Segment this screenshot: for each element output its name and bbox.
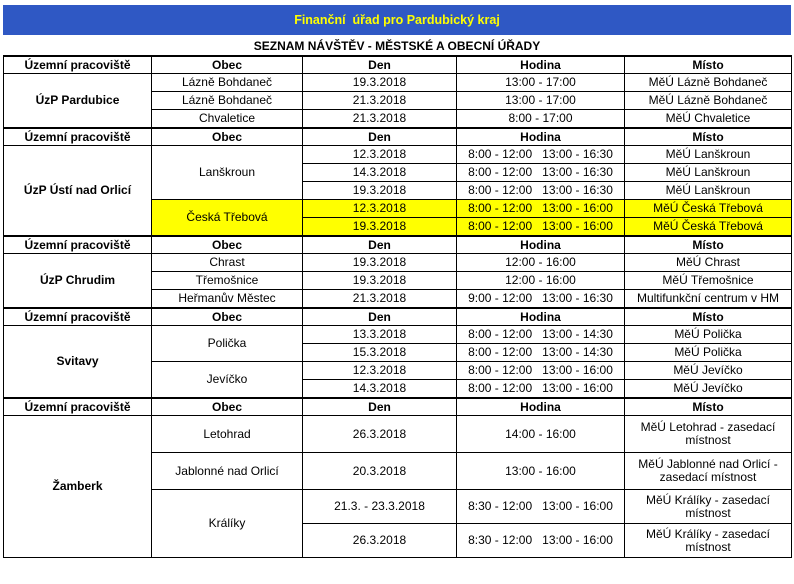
town-cell: Třemošnice (152, 272, 303, 290)
column-header-day: Den (303, 308, 457, 326)
town-cell: Polička (152, 326, 303, 362)
day-cell: 19.3.2018 (303, 272, 457, 290)
hours-cell: 8:00 - 12:00 13:00 - 14:30 (457, 326, 625, 344)
table-header-row (4, 308, 792, 326)
day-cell: 12.3.2018 (303, 362, 457, 380)
column-header-place: Místo (625, 398, 792, 416)
day-cell: 12.3.2018 (303, 146, 457, 164)
hours-cell: 8:30 - 12:00 13:00 - 16:00 (457, 490, 625, 524)
place-cell: MěÚ Česká Třebová (625, 218, 792, 237)
place-cell: MěÚ Jevíčko (625, 362, 792, 380)
hours-cell: 8:00 - 12:00 13:00 - 14:30 (457, 344, 625, 362)
day-cell: 12.3.2018 (303, 200, 457, 218)
place-cell: MěÚ Lázně Bohdaneč (625, 74, 792, 92)
day-cell: 19.3.2018 (303, 182, 457, 200)
hours-cell: 8:00 - 12:00 13:00 - 16:30 (457, 182, 625, 200)
table-row (4, 326, 792, 344)
table-row (4, 74, 792, 92)
office-cell: ÚzP Chrudim (4, 254, 152, 309)
town-cell: Jevíčko (152, 362, 303, 399)
place-cell: MěÚ Česká Třebová (625, 200, 792, 218)
day-cell: 19.3.2018 (303, 74, 457, 92)
day-cell: 26.3.2018 (303, 524, 457, 558)
hours-cell: 8:00 - 12:00 13:00 - 16:00 (457, 200, 625, 218)
column-header-town: Obec (152, 56, 303, 74)
hours-cell: 8:00 - 12:00 13:00 - 16:30 (457, 146, 625, 164)
day-cell: 14.3.2018 (303, 380, 457, 399)
hours-cell: 14:00 - 16:00 (457, 416, 625, 453)
column-header-hours: Hodina (457, 56, 625, 74)
table-row (4, 416, 792, 453)
town-cell: Česká Třebová (152, 200, 303, 237)
column-header-town: Obec (152, 308, 303, 326)
table-row (4, 254, 792, 272)
place-cell: MěÚ Jevíčko (625, 380, 792, 399)
column-header-office: Územní pracoviště (4, 128, 152, 146)
visits-table-body (4, 56, 792, 558)
place-cell: MěÚ Polička (625, 326, 792, 344)
day-cell: 21.3.2018 (303, 290, 457, 309)
day-cell: 21.3.2018 (303, 110, 457, 129)
hours-cell: 8:30 - 12:00 13:00 - 16:00 (457, 524, 625, 558)
town-cell: Jablonné nad Orlicí (152, 453, 303, 490)
town-cell: Lázně Bohdaneč (152, 92, 303, 110)
day-cell: 21.3.2018 (303, 92, 457, 110)
column-header-place: Místo (625, 236, 792, 254)
column-header-office: Územní pracoviště (4, 308, 152, 326)
column-header-place: Místo (625, 128, 792, 146)
visits-table (3, 55, 792, 558)
table-header-row (4, 56, 792, 74)
day-cell: 14.3.2018 (303, 164, 457, 182)
town-cell: Lázně Bohdaneč (152, 74, 303, 92)
column-header-hours: Hodina (457, 398, 625, 416)
day-cell: 15.3.2018 (303, 344, 457, 362)
town-cell: Chvaletice (152, 110, 303, 129)
table-header-row (4, 398, 792, 416)
day-cell: 20.3.2018 (303, 453, 457, 490)
place-cell: MěÚ Králíky - zasedací místnost (625, 524, 792, 558)
office-cell: ÚzP Pardubice (4, 74, 152, 129)
place-cell: MěÚ Lanškroun (625, 164, 792, 182)
column-header-day: Den (303, 56, 457, 74)
place-cell: MěÚ Lanškroun (625, 182, 792, 200)
place-cell: MěÚ Polička (625, 344, 792, 362)
day-cell: 19.3.2018 (303, 218, 457, 237)
place-cell: MěÚ Králíky - zasedací místnost (625, 490, 792, 524)
table-header-row (4, 236, 792, 254)
column-header-hours: Hodina (457, 308, 625, 326)
hours-cell: 8:00 - 12:00 13:00 - 16:00 (457, 218, 625, 237)
town-cell: Králíky (152, 490, 303, 558)
hours-cell: 12:00 - 16:00 (457, 272, 625, 290)
hours-cell: 8:00 - 12:00 13:00 - 16:30 (457, 164, 625, 182)
column-header-office: Územní pracoviště (4, 56, 152, 74)
place-cell: MěÚ Třemošnice (625, 272, 792, 290)
hours-cell: 13:00 - 17:00 (457, 74, 625, 92)
hours-cell: 8:00 - 17:00 (457, 110, 625, 129)
column-header-office: Územní pracoviště (4, 398, 152, 416)
place-cell: MěÚ Jablonné nad Orlicí - zasedací místnost (625, 453, 792, 490)
page-title: Finanční úřad pro Pardubický kraj (3, 5, 791, 35)
town-cell: Chrast (152, 254, 303, 272)
town-cell: Letohrad (152, 416, 303, 453)
place-cell: MěÚ Lanškroun (625, 146, 792, 164)
day-cell: 21.3. - 23.3.2018 (303, 490, 457, 524)
town-cell: Lanškroun (152, 146, 303, 200)
town-cell: Heřmanův Městec (152, 290, 303, 309)
table-header-row (4, 128, 792, 146)
day-cell: 19.3.2018 (303, 254, 457, 272)
day-cell: 26.3.2018 (303, 416, 457, 453)
column-header-place: Místo (625, 308, 792, 326)
column-header-town: Obec (152, 128, 303, 146)
hours-cell: 13:00 - 17:00 (457, 92, 625, 110)
column-header-town: Obec (152, 236, 303, 254)
place-cell: MěÚ Lázně Bohdaneč (625, 92, 792, 110)
column-header-day: Den (303, 398, 457, 416)
hours-cell: 8:00 - 12:00 13:00 - 16:00 (457, 380, 625, 399)
hours-cell: 12:00 - 16:00 (457, 254, 625, 272)
page-subtitle: SEZNAM NÁVŠTĚV - MĚSTSKÉ A OBECNÍ ÚŘADY (253, 39, 541, 53)
hours-cell: 13:00 - 16:00 (457, 453, 625, 490)
hours-cell: 9:00 - 12:00 13:00 - 16:30 (457, 290, 625, 309)
column-header-hours: Hodina (457, 128, 625, 146)
office-cell: ÚzP Ústí nad Orlicí (4, 146, 152, 237)
column-header-office: Územní pracoviště (4, 236, 152, 254)
column-header-day: Den (303, 236, 457, 254)
hours-cell: 8:00 - 12:00 13:00 - 16:00 (457, 362, 625, 380)
column-header-day: Den (303, 128, 457, 146)
column-header-town: Obec (152, 398, 303, 416)
column-header-hours: Hodina (457, 236, 625, 254)
office-cell: Svitavy (4, 326, 152, 399)
column-header-place: Místo (625, 56, 792, 74)
place-cell: MěÚ Chrast (625, 254, 792, 272)
place-cell: MěÚ Letohrad - zasedací místnost (625, 416, 792, 453)
place-cell: MěÚ Chvaletice (625, 110, 792, 129)
table-row (4, 146, 792, 164)
place-cell: Multifunkční centrum v HM (625, 290, 792, 309)
day-cell: 13.3.2018 (303, 326, 457, 344)
office-cell: Žamberk (4, 416, 152, 558)
